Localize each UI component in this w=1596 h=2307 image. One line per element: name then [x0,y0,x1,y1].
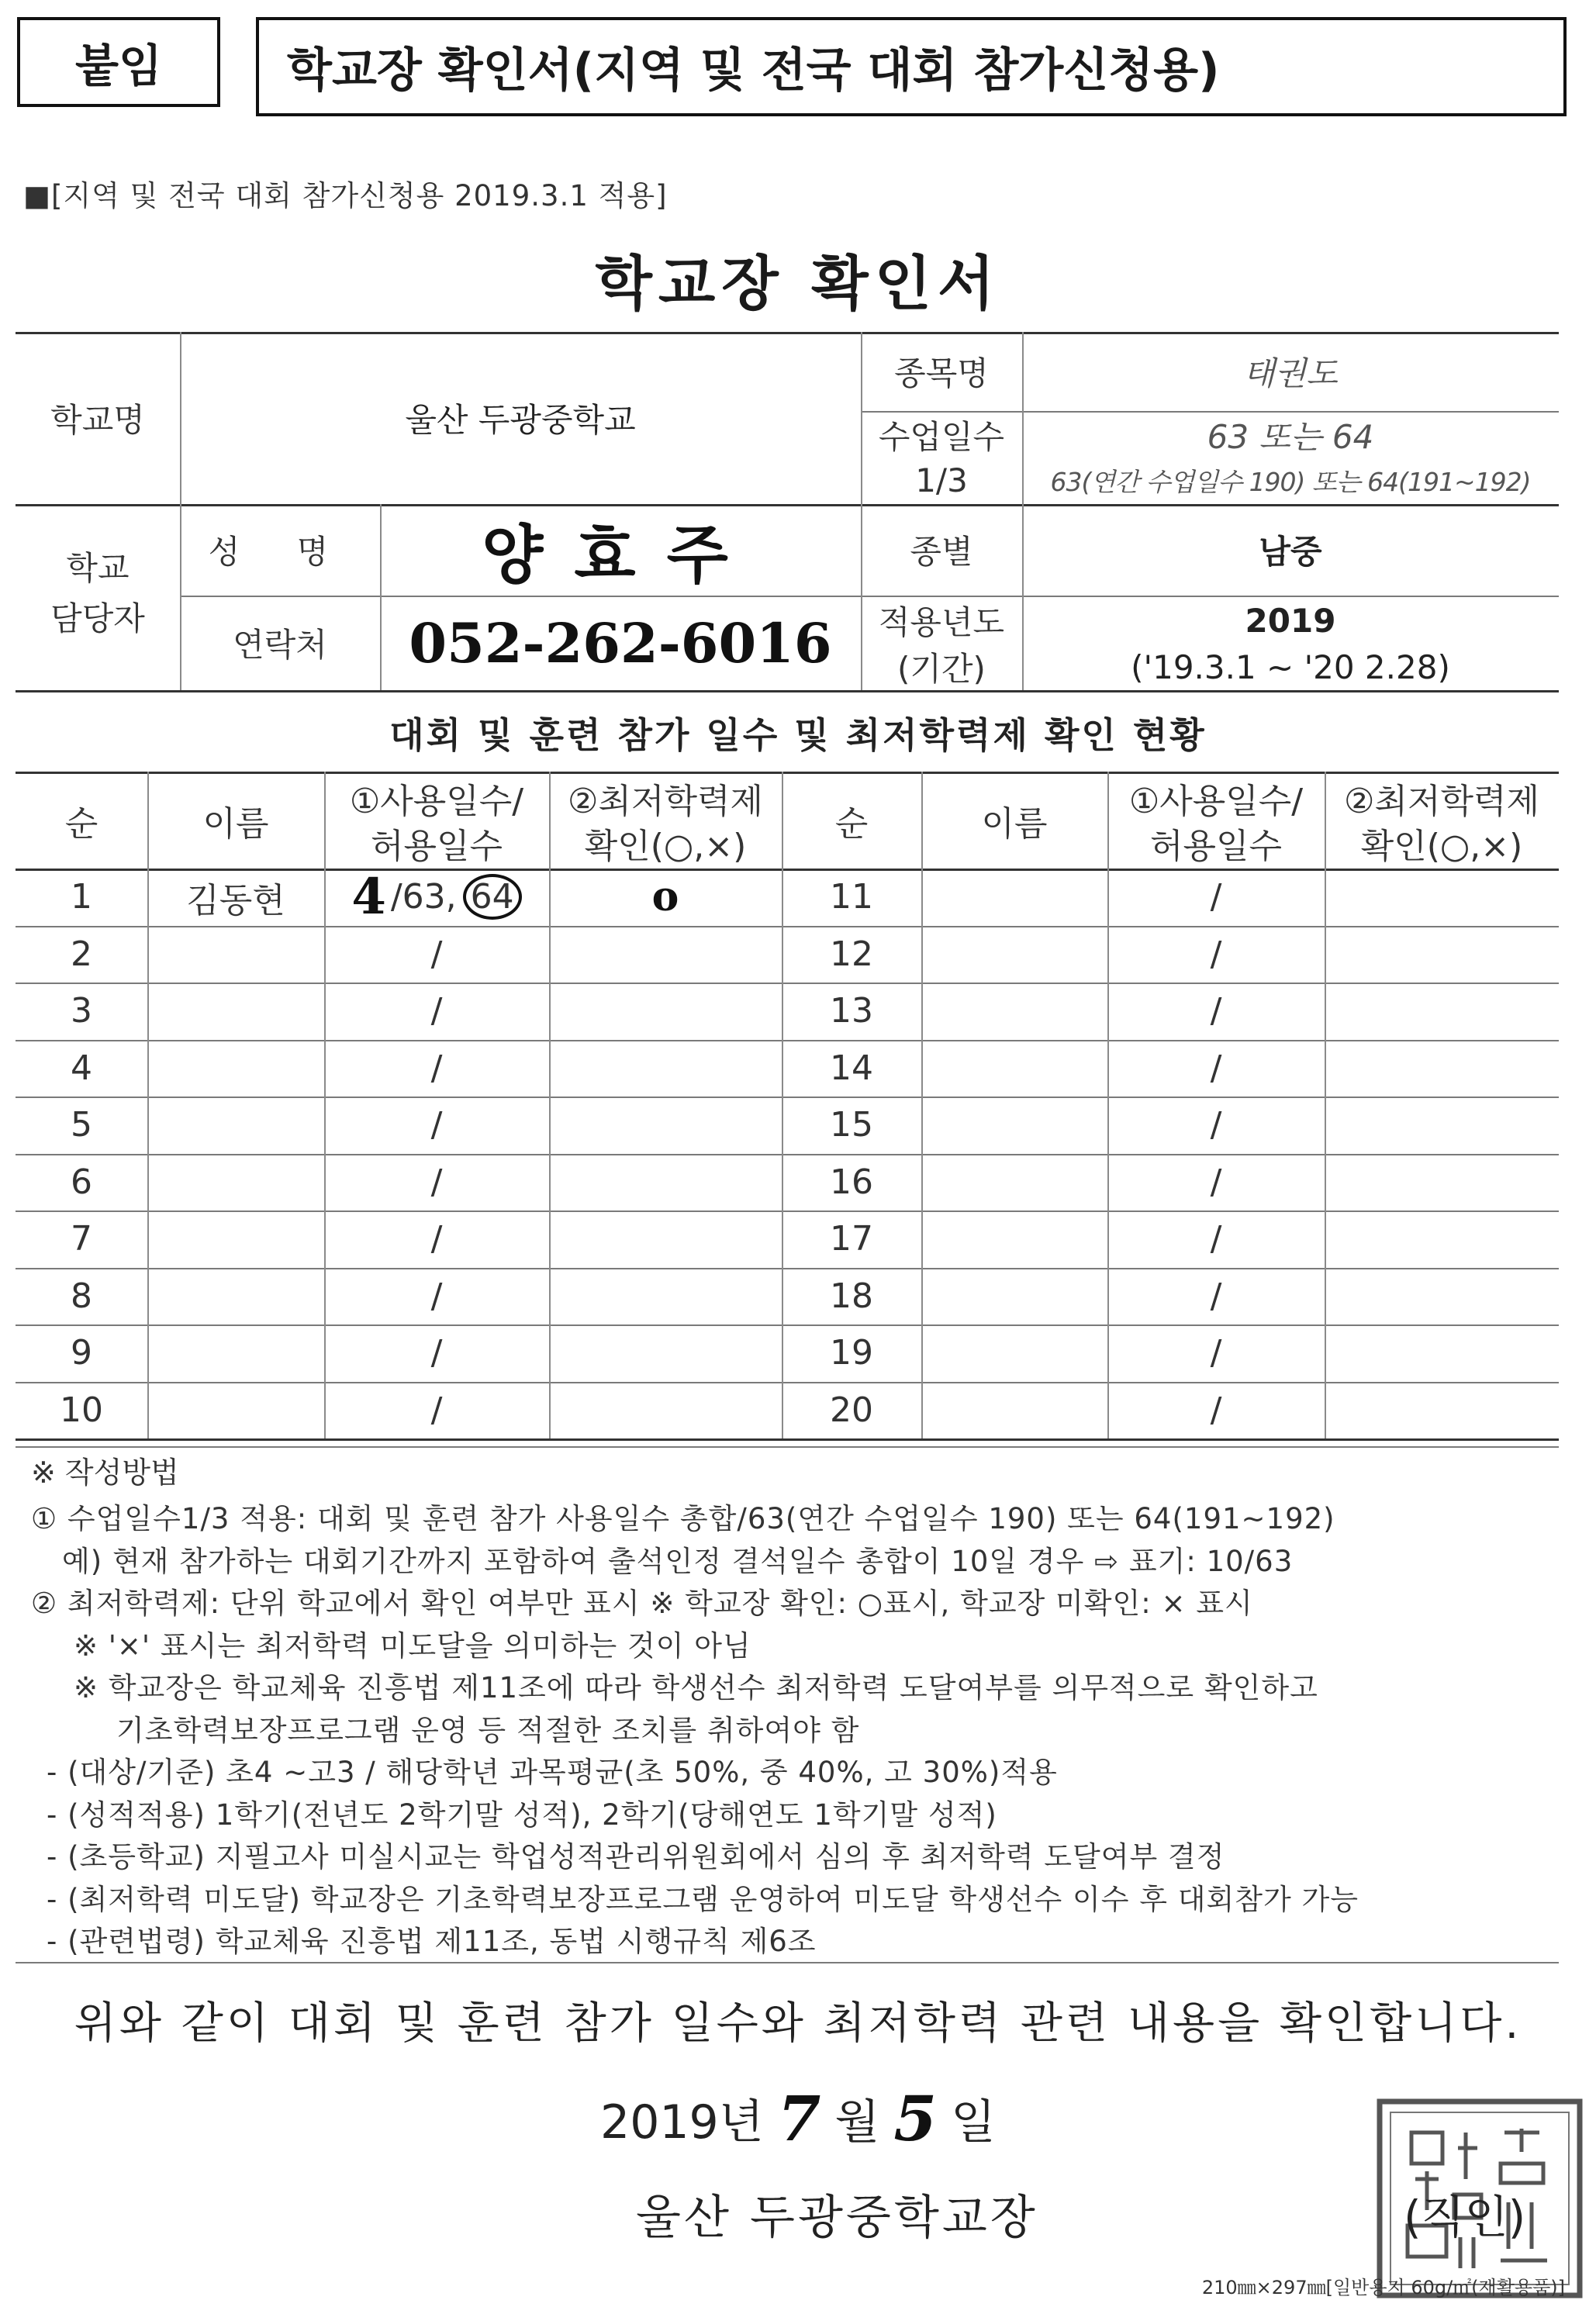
sport-label: 종목명 [894,354,989,392]
row-number-left: 1 [71,877,92,917]
date-month-unit: 월 [834,2095,880,2150]
col-header-check-right-2: 확인(○,×) [1360,827,1523,866]
row-check-left [549,1210,782,1268]
col-header-check-left-2: 확인(○,×) [584,827,747,866]
col-header-days-left: ①사용일수/ [349,782,524,821]
class-days-value: 63 또는 64 [1207,418,1374,456]
row-check-left [549,1040,782,1097]
date-day-unit: 일 [951,2095,996,2150]
circled-days-value: 64 [463,874,522,920]
document-title: 학교장 확인서 [595,249,1001,318]
row-name-right [921,1324,1107,1382]
row-name-right [921,1382,1107,1439]
row-days-right: / [1210,877,1222,917]
row-check-left [549,1268,782,1325]
row-check-left [549,1154,782,1211]
row-number-left: 9 [71,1333,92,1373]
info-table-bottom-rule [16,690,1559,692]
row-check-right [1325,983,1559,1040]
row-check-right [1325,1154,1559,1211]
method-line: 예) 현재 참가하는 대회기간까지 포함하여 출석인정 결석일수 총합이 10일 경우 ⇨ 표기: 10/63 [62,1544,1294,1578]
date-day-handwritten: 5 [893,2082,937,2155]
manager-label: 학교 [66,549,130,587]
row-number-right: 18 [830,1276,873,1317]
row-number-right: 13 [830,991,873,1031]
date-line [0,2082,1596,2155]
row-days-right: / [1210,1276,1222,1317]
row-name-left [147,1040,324,1097]
row-days-left: / [430,1333,443,1373]
method-bottom-rule [16,1962,1559,1963]
school-name: 울산 두광중학교 [405,401,636,439]
col-header-no-right: 순 [834,803,869,844]
class-days-detail: 63(연간 수업일수 190) 또는 64(191~192) [1050,466,1531,497]
row-check-right [1325,926,1559,983]
row-days-right: / [1210,1333,1222,1373]
row-check-right [1325,1097,1559,1154]
attachment-tag: 붙임 [17,17,220,107]
row-check-right [1325,1382,1559,1439]
manager-label-2: 담당자 [50,599,145,637]
class-days-label: 수업일수 [878,418,1005,456]
row-days-left: / [430,1048,443,1089]
row-number-left: 10 [60,1390,103,1431]
row-number-left: 2 [71,934,92,975]
row-name-left [147,926,324,983]
year-value: 2019 [1245,601,1336,640]
method-line: - (관련법령) 학교체육 진흥법 제11조, 동법 시행규칙 제6조 [47,1925,817,1958]
category-value: 남중 [1259,533,1322,571]
row-name-right [921,983,1107,1040]
col-header-no-left: 순 [64,803,98,844]
header-title: 학교장 확인서(지역 및 전국 대회 참가신청용) [256,17,1567,116]
row-number-right: 14 [830,1048,873,1089]
row-days-right: / [1210,1162,1222,1203]
row-name-left [147,983,324,1040]
paper-spec-note: 210㎜×297㎜[일반용지 60g/㎡(재활용품)] [1201,2277,1565,2298]
row-number-right: 11 [830,877,873,917]
row-days-right: / [1210,934,1222,975]
method-line: ※ '×' 표시는 최저학력 미도달을 의미하는 것이 아님 [74,1628,751,1663]
date-month-handwritten: 7 [777,2082,821,2155]
confirmation-statement: 위와 같이 대회 및 훈련 참가 일수와 최저학력 관련 내용을 확인합니다. [74,1998,1522,2049]
date-year: 2019년 [600,2095,764,2150]
row-number-right: 17 [830,1219,873,1259]
row-name-right [921,1040,1107,1097]
school-name-label: 학교명 [50,401,145,439]
year-label: 적용년도 [878,603,1005,641]
row-days-left: / [430,1162,443,1203]
row-check-right [1325,869,1559,926]
row-days-right: / [1210,1390,1222,1431]
row-check-right [1325,1040,1559,1097]
method-line: - (대상/기준) 초4 ~고3 / 해당학년 과목평균(초 50%, 중 40%, 고 30%)적용 [47,1756,1058,1789]
row-number-right: 19 [830,1333,873,1373]
method-line: ② 최저학력제: 단위 학교에서 확인 여부만 표시 ※ 학교장 확인: ○표시, 학교장 미확인: × 표시 [31,1587,1253,1620]
col-header-name-right: 이름 [981,803,1048,844]
year-period-label: (기간) [897,650,986,688]
row-days-right: / [1210,1105,1222,1145]
method-line: ① 수업일수1/3 적용: 대회 및 훈련 참가 사용일수 총합/63(연간 수업일수 190) 또는 64(191~192) [31,1502,1335,1535]
row-days-left: / [430,1276,443,1317]
row-days-left [324,869,549,926]
col-header-days-left-2: 허용일수 [370,827,503,866]
method-line: - (초등학교) 지필고사 미실시교는 학업성적관리위원회에서 심의 후 최저학력 도달여부 결정 [47,1840,1225,1874]
col-header-check-left: ②최저학력제 [568,782,763,821]
row-number-left: 8 [71,1276,92,1317]
method-line: - (최저학력 미도달) 학교장은 기초학력보장프로그램 운영하여 미도달 학생선수 이수 후 대회참가 가능 [47,1882,1359,1916]
days-allowed-text: /63, [390,877,457,917]
row-number-right: 15 [830,1105,873,1145]
row-name-right [921,869,1107,926]
row-name-right [921,1097,1107,1154]
row-check-left [549,983,782,1040]
row-name-left [147,1210,324,1268]
method-line: 기초학력보장프로그램 운영 등 적절한 조치를 취하여야 함 [116,1713,860,1747]
section-title: 대회 및 훈련 참가 일수 및 최저학력제 확인 현황 [389,714,1207,756]
col-header-name-left: 이름 [202,803,269,844]
row-name-left [147,1382,324,1439]
col-header-check-right: ②최저학력제 [1344,782,1539,821]
sport-value: 태권도 [1243,354,1338,392]
row-number-left: 5 [71,1105,92,1145]
row-name-left [147,1154,324,1211]
row-number-left: 6 [71,1162,92,1203]
method-line: - (성적적용) 1학기(전년도 2학기말 성적), 2학기(당해연도 1학기말 성적) [47,1798,997,1832]
col-header-days-right-2: 허용일수 [1149,827,1282,866]
row-days-right: / [1210,1219,1222,1259]
row-name-right [921,1268,1107,1325]
row-name-left: 김동현 [186,880,285,920]
row-number-left: 4 [71,1048,92,1089]
manager-name-handwritten: 양효주 [482,517,759,592]
class-days-fraction-label: 1/3 [915,461,968,499]
row-check-right [1325,1324,1559,1382]
method-line: ※ 학교장은 학교체육 진흥법 제11조에 따라 학생선수 최저학력 도달여부를 의무적으로 확인하고 [74,1671,1318,1704]
row-check-left [549,1382,782,1439]
year-period: ('19.3.1 ~ '20 2.28) [1131,648,1450,686]
seal-mark-label: (직인) [1404,2191,1526,2243]
principal-signature-line: 울산 두광중학교장 [636,2191,1038,2245]
row-number-left: 3 [71,991,92,1031]
row-name-left [147,1268,324,1325]
row-days-right: / [1210,991,1222,1031]
row-number-right: 12 [830,934,873,975]
row-check-right [1325,1268,1559,1325]
row-check-left [549,926,782,983]
applicability-notice: ■[지역 및 전국 대회 참가신청용 2019.3.1 적용] [23,179,668,212]
col-header-days-right: ①사용일수/ [1128,782,1304,821]
row-check-left [549,1324,782,1382]
contact-handwritten: 052-262-6016 [409,610,832,675]
row-days-right: / [1210,1048,1222,1089]
row-days-left: / [430,1105,443,1145]
row-days-left: / [430,991,443,1031]
contact-label: 연락처 [233,626,327,664]
row-name-left [147,1324,324,1382]
row-name-left [147,1097,324,1154]
row-days-left: / [430,934,443,975]
name-label: 성 명 [208,533,352,571]
row-check-right [1325,1210,1559,1268]
days-used-handwritten: 4 [351,868,386,927]
row-name-right [921,1154,1107,1211]
method-title: ※ 작성방법 [31,1456,179,1490]
row-days-left: / [430,1390,443,1431]
row-number-left: 7 [71,1219,92,1259]
row-days-left: / [430,1219,443,1259]
row-check-left [549,1097,782,1154]
row-name-right [921,1210,1107,1268]
row-name-right [921,926,1107,983]
row-check-left: o [651,873,679,921]
method-rule [16,1446,1559,1448]
row-number-right: 20 [830,1390,873,1431]
row-number-right: 16 [830,1162,873,1203]
category-label: 종별 [910,533,973,571]
